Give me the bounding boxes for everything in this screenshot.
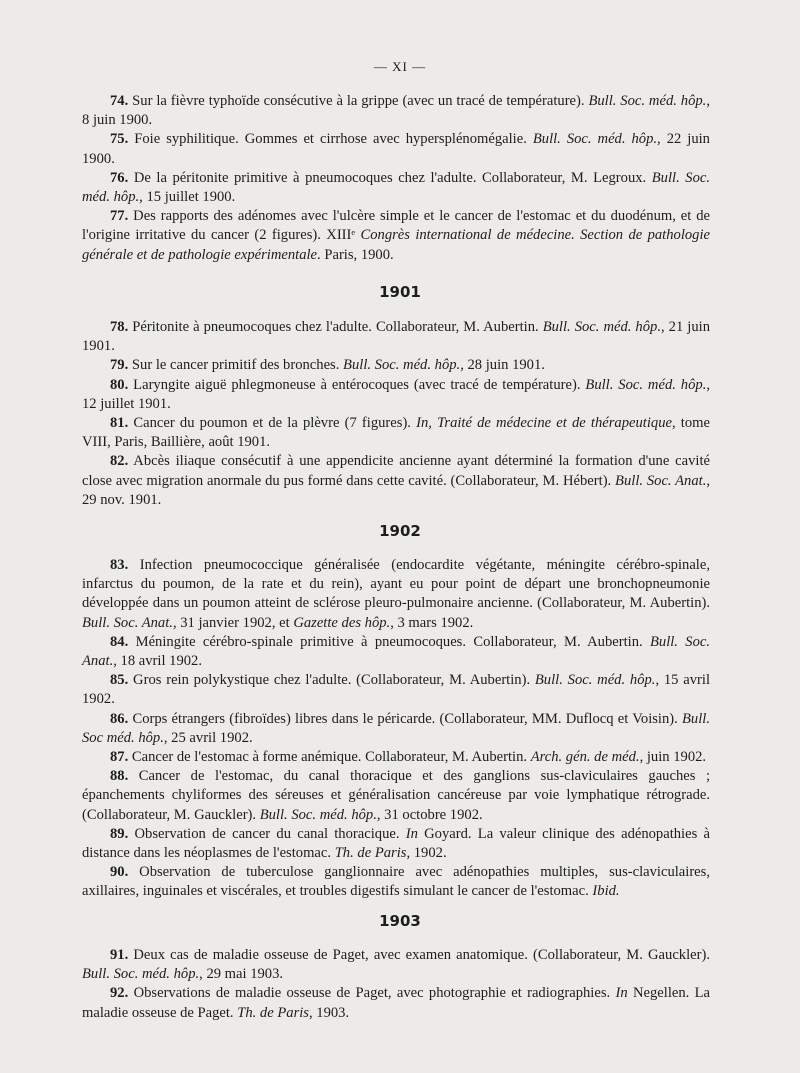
bibliography-entry bbox=[82, 452, 710, 510]
entry-text: , 29 mai 1903. bbox=[199, 966, 284, 983]
entry-number: 92. bbox=[110, 985, 129, 1002]
entry-citation: In bbox=[405, 825, 418, 842]
entry-citation: Bull. Soc. méd. hôp. bbox=[532, 131, 658, 148]
entry-number: 76. bbox=[110, 169, 129, 186]
entry-number: 83. bbox=[110, 557, 129, 573]
entry-number: 84. bbox=[110, 633, 129, 650]
entry-text: Foie syphilitique. Gommes et cirrhose avec hypersplénomégalie. bbox=[134, 131, 533, 148]
entry-text: . Paris, 1900. bbox=[317, 246, 394, 263]
entry-citation: Ibid. bbox=[592, 883, 620, 900]
entry-text: Cancer de l'estomac à forme anémique. Collaborateur, M. Aubertin. bbox=[131, 749, 531, 766]
entry-text: Cancer de l'estomac, du canal thoracique et des ganglions sus-claviculaires gauches ; épanchements chyliformes des séreuses et généralisation cancéreuse par voie lymphatique rétrograde. (Collaborateur, M. Gauckler). bbox=[82, 768, 710, 823]
bibliography-entry bbox=[82, 318, 710, 356]
entry-number: 79. bbox=[110, 357, 129, 374]
entry-text: Abcès iliaque consécutif à une appendicite ancienne ayant déterminé la formation d'une cavité close avec migration anormale du pus formé dans cette cavité. (Collaborateur, M. Hébert). bbox=[82, 453, 710, 489]
entries-block-1900 bbox=[82, 92, 710, 265]
entry-citation: Bull. Soc. méd. hôp. bbox=[343, 357, 461, 374]
entry-citation: In bbox=[615, 985, 628, 1002]
entry-text: , 28 juin 1901. bbox=[460, 357, 545, 374]
bibliography-entry bbox=[82, 748, 710, 767]
entry-text: Deux cas de maladie osseuse de Paget, avec examen anatomique. (Collaborateur, M. Gauckler). bbox=[133, 947, 711, 963]
entry-text: , 25 avril 1902. bbox=[163, 729, 253, 746]
entry-citation: Bull. Soc. méd. hôp. bbox=[588, 93, 707, 109]
entry-text: , 21 juin 1901. bbox=[82, 319, 710, 355]
entry-number: 91. bbox=[110, 947, 129, 963]
entry-number: 75. bbox=[110, 131, 129, 148]
entry-text: Des rapports des adénomes avec l'ulcère simple et le cancer de l'estomac et du duodénum, et de l'origine irritative du cancer (2 figures). XIIIᵉ bbox=[82, 208, 710, 244]
entry-text: , tome VIII, Paris, Baillière, août 1901. bbox=[82, 415, 710, 451]
entry-number: 90. bbox=[110, 864, 129, 881]
entry-number: 86. bbox=[110, 710, 129, 727]
entry-text: De la péritonite primitive à pneumocoques chez l'adulte. Collaborateur, M. Legroux. bbox=[133, 169, 652, 186]
bibliography-entry bbox=[82, 130, 710, 168]
entry-citation: Bull. Soc. méd. hôp. bbox=[585, 376, 707, 393]
bibliography-entry bbox=[82, 671, 710, 709]
entry-text: , 8 juin 1900. bbox=[82, 93, 710, 129]
entry-text: , juin 1902. bbox=[639, 749, 707, 766]
entry-text: Corps étrangers (fibroïdes) libres dans le péricarde. (Collaborateur, MM. Duflocq et Voisin). bbox=[132, 710, 683, 727]
entry-citation: Bull. Soc. méd. hôp. bbox=[82, 966, 200, 983]
bibliography-entry bbox=[82, 356, 710, 375]
bibliography-entry bbox=[82, 863, 710, 901]
bibliography-entry bbox=[82, 92, 710, 130]
entry-citation: Congrès international de médecine. Section de pathologie générale et de pathologie expérimentale bbox=[82, 227, 711, 263]
entry-text: Sur le cancer primitif des bronches. bbox=[131, 357, 344, 374]
entry-citation: Th. de Paris bbox=[334, 845, 407, 862]
bibliography-entry bbox=[82, 207, 710, 265]
entry-citation: Bull. Soc méd. hôp. bbox=[82, 710, 710, 746]
entry-text: Sur la fièvre typhoïde consécutive à la grippe (avec un tracé de température). bbox=[132, 93, 589, 109]
bibliography-entry bbox=[82, 946, 710, 984]
entry-citation: Bull. Soc. méd. hôp. bbox=[542, 319, 661, 335]
entry-text: , 12 juillet 1901. bbox=[82, 376, 710, 412]
entry-number: 80. bbox=[110, 376, 129, 393]
bibliography-entry bbox=[82, 767, 710, 825]
entry-text: , 31 janvier 1902, et bbox=[172, 614, 294, 631]
entry-number: 89. bbox=[110, 825, 129, 842]
entry-text: , 31 octobre 1902. bbox=[376, 806, 483, 823]
entry-citation: Arch. gén. de méd. bbox=[530, 749, 640, 766]
entry-text: , 29 nov. 1901. bbox=[82, 472, 711, 508]
entry-text: Negellen. La maladie osseuse de Paget. bbox=[82, 985, 711, 1021]
entry-citation: Bull. Soc. Anat. bbox=[615, 472, 707, 489]
entries-block-1903 bbox=[82, 946, 710, 1023]
entry-citation: Bull. Soc. méd. hôp. bbox=[259, 806, 377, 823]
bibliography-entry bbox=[82, 376, 710, 414]
entry-number: 78. bbox=[110, 319, 129, 335]
entry-text: , 3 mars 1902. bbox=[390, 614, 474, 631]
entry-text: , 15 avril 1902. bbox=[82, 672, 710, 708]
year-heading-1901: 1901 bbox=[379, 283, 421, 301]
entry-number: 88. bbox=[110, 768, 129, 785]
entry-text: , 1902. bbox=[406, 845, 447, 862]
entry-text: Méningite cérébro-spinale primitive à pneumocoques. Collaborateur, M. Aubertin. bbox=[135, 633, 650, 650]
entry-text: Goyard. La valeur clinique des adénopathies à distance dans les néoplasmes de l'estomac. bbox=[82, 825, 710, 862]
bibliography-entry bbox=[82, 169, 710, 207]
year-heading-1902: 1902 bbox=[379, 522, 421, 540]
entry-number: 74. bbox=[110, 93, 129, 109]
entry-text: Observation de cancer du canal thoracique. bbox=[134, 825, 406, 842]
entry-text: Observations de maladie osseuse de Paget, avec photographie et radiographies. bbox=[133, 985, 616, 1002]
entry-number: 81. bbox=[110, 415, 129, 432]
entry-number: 82. bbox=[110, 453, 129, 470]
entry-text: Infection pneumococcique généralisée (endocardite végétante, méningite cérébro-spinale, infarctus du poumon, de la rate et du rein), ayant eu pour point de départ une bronchopneumonie développée dans un poumon atteint de sclérose pleuro-pulmonaire ancienne. (Collaborateur, M. Aubertin). bbox=[82, 557, 710, 612]
entry-citation: Bull. Soc. méd. hôp. bbox=[82, 169, 711, 206]
entry-citation: Bull. Soc. méd. hôp. bbox=[534, 672, 656, 689]
entry-text: , 18 avril 1902. bbox=[113, 653, 202, 670]
entry-text: , 22 juin 1900. bbox=[82, 131, 710, 167]
bibliography-entry bbox=[82, 556, 710, 633]
entry-text: Observation de tuberculose ganglionnaire avec adénopathies multiples, sus-claviculaires, axillaires, inguinales et viscérales, et troubles digestifs simulant le cancer de l'estomac. bbox=[82, 864, 710, 900]
entry-text: Cancer du poumon et de la plèvre (7 figures). bbox=[133, 415, 417, 432]
bibliography-entry bbox=[82, 414, 710, 452]
year-heading-1903: 1903 bbox=[379, 912, 421, 930]
entry-citation: Th. de Paris bbox=[237, 1004, 309, 1021]
bibliography-entry bbox=[82, 984, 710, 1022]
entry-number: 85. bbox=[110, 672, 129, 689]
entry-citation: Bull. Soc. Anat. bbox=[82, 614, 173, 631]
entry-text: , 1903. bbox=[308, 1004, 350, 1021]
entry-text: , 15 juillet 1900. bbox=[139, 189, 236, 206]
entry-text: Péritonite à pneumocoques chez l'adulte. Collaborateur, M. Aubertin. bbox=[132, 319, 543, 335]
bibliography-entry bbox=[82, 825, 710, 863]
entry-citation: Bull. Soc. Anat. bbox=[82, 633, 711, 670]
entry-citation: Gazette des hôp. bbox=[293, 614, 391, 631]
entry-text: Laryngite aiguë phlegmoneuse à entérocoques (avec tracé de température). bbox=[133, 376, 586, 393]
entry-text: Gros rein polykystique chez l'adulte. (Collaborateur, M. Aubertin). bbox=[133, 672, 535, 689]
entry-citation: In, Traité de médecine et de thérapeutique bbox=[416, 415, 672, 432]
bibliography-entry bbox=[82, 633, 710, 671]
page-number: — XI — bbox=[373, 59, 427, 74]
entries-block-1901 bbox=[82, 318, 710, 510]
bibliography-entry bbox=[82, 710, 710, 748]
entry-number: 87. bbox=[110, 749, 129, 766]
entry-number: 77. bbox=[110, 208, 129, 225]
entries-block-1902 bbox=[82, 556, 710, 902]
